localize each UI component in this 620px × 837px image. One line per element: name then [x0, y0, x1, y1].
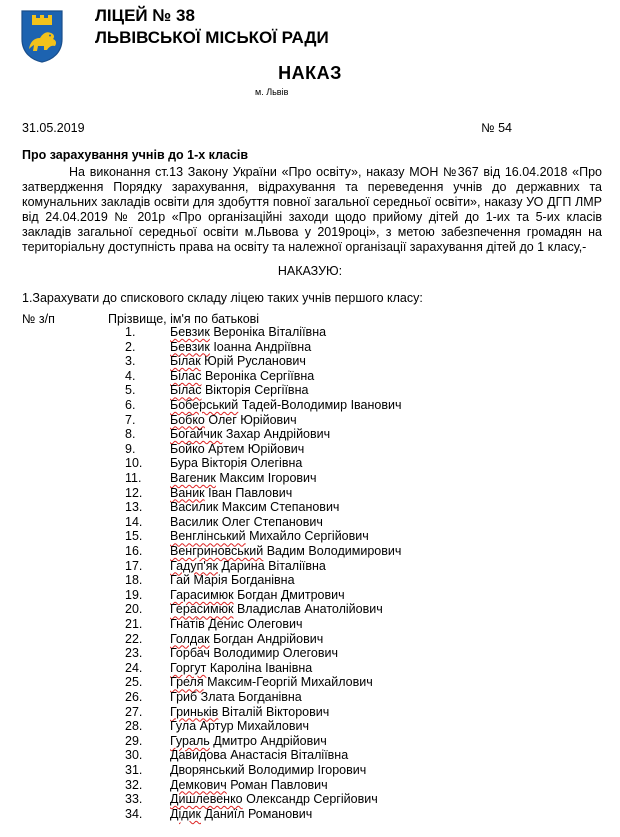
table-row — [0, 602, 620, 617]
student-name — [170, 471, 317, 485]
student-name — [170, 456, 302, 470]
student-surname: Демкович — [170, 777, 227, 792]
table-row — [0, 778, 620, 793]
table-row — [0, 515, 620, 530]
preamble-paragraph — [22, 165, 602, 255]
student-name — [170, 763, 366, 777]
table-row — [0, 588, 620, 603]
order-heading: НАКАЗУЮ: — [277, 264, 343, 278]
table-row — [0, 632, 620, 647]
student-surname: Гадуп'як — [170, 558, 218, 573]
table-row — [0, 500, 620, 515]
student-given-names: Юрій Русланович — [200, 354, 306, 369]
student-name — [170, 529, 369, 543]
student-number: 7. — [125, 412, 136, 427]
student-surname: Дишлевенко — [170, 792, 243, 807]
student-surname: Боберський — [170, 398, 239, 412]
student-name — [170, 427, 330, 441]
student-given-names: Богдан Андрійович — [209, 631, 324, 646]
preamble-line: територіальну доступність права на освіту та належної організації зарахування дітей до 1 класу,- — [22, 240, 587, 254]
table-row — [0, 398, 620, 413]
student-number: 15. — [125, 529, 143, 544]
student-given-names: Захар Андрійович — [222, 427, 331, 442]
student-name — [170, 573, 295, 587]
student-surname: Бура — [170, 456, 198, 471]
student-surname: Бевзик — [170, 325, 210, 339]
student-surname: Вагеник — [170, 471, 216, 485]
student-given-names: Вероніка Сергіївна — [201, 368, 315, 383]
student-name — [170, 500, 339, 514]
student-name — [170, 807, 312, 821]
organization-line-2: ЛЬВІВСЬКОЇ МІСЬКОЇ РАДИ — [95, 28, 329, 47]
student-surname: Дідик — [170, 806, 201, 821]
student-name — [170, 398, 402, 412]
table-row — [0, 675, 620, 690]
student-given-names: Вероніка Віталіївна — [209, 325, 327, 339]
student-given-names: Олег Юрійович — [204, 412, 297, 427]
student-name — [170, 748, 348, 762]
student-surname: Білас — [170, 368, 202, 383]
table-row — [0, 486, 620, 501]
table-row — [0, 690, 620, 705]
student-surname: Гнатів — [170, 617, 205, 631]
document-date: 31.05.2019 — [22, 121, 85, 135]
preamble-line: закладів загальної середньої освіти м.Львова у 2019році», з метою забезпечення громадян на — [22, 225, 602, 239]
student-given-names: Максим Степанович — [218, 500, 340, 515]
student-given-names: Кароліна Іванівна — [206, 660, 313, 675]
student-name — [170, 632, 323, 646]
student-given-names: Роман Павлович — [226, 777, 328, 792]
student-surname: Венгриновський — [170, 544, 264, 558]
student-given-names: Анастасія Віталіївна — [226, 748, 349, 763]
student-surname: Бобко — [170, 412, 205, 427]
student-surname: Білак — [170, 354, 201, 369]
column-header-name: Прізвище, ім'я по батькові — [108, 312, 260, 326]
student-surname: Василик — [170, 514, 219, 529]
table-row — [0, 340, 620, 355]
student-number: 11. — [125, 471, 142, 485]
student-surname: Бойко — [170, 441, 205, 456]
preamble-line: комунальних закладів освіти для здобуття повної загальної середньої освіти», наказу УО ДГП ЛМР — [22, 195, 602, 209]
table-row — [0, 661, 620, 676]
student-number: 32. — [125, 777, 143, 792]
student-surname: Гарасимюк — [170, 587, 234, 602]
preamble-line: На виконання ст.13 Закону України «Про освіту», наказу МОН №367 від 16.04.2018 «Про — [69, 165, 602, 179]
table-row — [0, 734, 620, 749]
student-surname: Бевзик — [170, 339, 210, 354]
student-surname: Греля — [170, 675, 204, 690]
student-number: 21. — [125, 617, 143, 631]
student-given-names: Олександр Сергійович — [242, 792, 378, 807]
student-surname: Венглінський — [170, 529, 246, 544]
student-name — [170, 383, 308, 397]
table-row — [0, 544, 620, 559]
table-row — [0, 325, 620, 340]
student-given-names: Іван Павлович — [204, 485, 293, 500]
student-surname: Гураль — [170, 733, 210, 748]
student-number: 14. — [125, 514, 143, 529]
order-clause: 1.Зарахувати до спискового складу ліцею таких учнів першого класу: — [22, 291, 423, 305]
preamble-line: від 24.04.2019 № 201р «Про організаційні заходи щодо прийому дітей до 1-их та 5-их класів — [22, 210, 602, 224]
student-number: 26. — [125, 690, 143, 704]
student-name — [170, 588, 345, 602]
student-name — [170, 442, 304, 456]
student-name — [170, 778, 328, 792]
student-number: 1. — [125, 325, 136, 339]
student-name — [170, 705, 329, 719]
student-number: 19. — [125, 587, 143, 602]
student-name — [170, 646, 338, 660]
student-number: 16. — [125, 544, 143, 558]
document-title: НАКАЗ — [278, 63, 342, 83]
student-given-names: Олег Степанович — [218, 514, 323, 529]
table-row — [0, 369, 620, 384]
student-given-names: Михайло Сергійович — [245, 529, 369, 544]
table-row — [0, 807, 620, 822]
table-row — [0, 383, 620, 398]
student-name — [170, 734, 327, 748]
column-header-number: № з/п — [22, 312, 55, 326]
student-given-names: Артур Михайлович — [196, 719, 310, 734]
table-row — [0, 413, 620, 428]
student-given-names: Іоанна Андріївна — [209, 339, 312, 354]
student-given-names: Даниїл Романович — [201, 806, 313, 821]
student-given-names: Богдан Дмитрович — [233, 587, 345, 602]
preamble-line: затвердження Порядку зарахування, відрахування та переведення учнів до державних та — [22, 180, 602, 194]
table-row — [0, 471, 620, 486]
student-given-names: Вікторія Сергіївна — [201, 383, 309, 398]
student-number: 28. — [125, 719, 143, 734]
table-row — [0, 763, 620, 778]
student-number: 30. — [125, 748, 143, 763]
table-row — [0, 792, 620, 807]
document-subject: Про зарахування учнів до 1-х класів — [22, 148, 249, 162]
student-given-names: Вікторія Олегівна — [197, 456, 303, 471]
student-name — [170, 325, 326, 339]
student-name — [170, 602, 383, 616]
student-number: 17. — [125, 558, 143, 573]
table-row — [0, 427, 620, 442]
student-number: 20. — [125, 602, 143, 617]
lviv-coat-of-arms-icon — [20, 9, 64, 63]
student-given-names: Артем Юрійович — [204, 441, 305, 456]
student-surname: Ваник — [170, 485, 205, 500]
student-number: 6. — [125, 398, 136, 412]
student-name — [170, 515, 323, 529]
student-number: 10. — [125, 456, 143, 471]
table-row — [0, 354, 620, 369]
student-given-names: Тадей-Володимир Іванович — [238, 398, 402, 412]
table-row — [0, 617, 620, 632]
table-row — [0, 573, 620, 588]
student-name — [170, 369, 314, 383]
student-name — [170, 544, 401, 558]
student-number: 33. — [125, 792, 143, 807]
table-row — [0, 559, 620, 574]
student-name — [170, 340, 311, 354]
student-given-names: Владислав Анатолійович — [233, 602, 383, 617]
student-surname: Гриб — [170, 690, 198, 704]
table-row — [0, 719, 620, 734]
table-row — [0, 442, 620, 457]
table-row — [0, 529, 620, 544]
student-given-names: Злата Богданівна — [197, 690, 302, 704]
table-row — [0, 705, 620, 720]
student-surname: Горбач — [170, 646, 210, 661]
student-surname: Голдак — [170, 631, 210, 646]
student-surname: Гула — [170, 719, 197, 734]
student-name — [170, 413, 297, 427]
student-number: 12. — [125, 485, 143, 500]
student-number: 8. — [125, 427, 136, 442]
student-given-names: Денис Олегович — [204, 617, 303, 631]
student-surname: Білас — [170, 383, 202, 398]
table-row — [0, 456, 620, 471]
student-number: 24. — [125, 660, 143, 675]
student-number: 18. — [125, 573, 143, 588]
student-surname: Богайчик — [170, 427, 223, 442]
student-number: 13. — [125, 500, 143, 515]
student-given-names: Дарина Віталіївна — [217, 558, 326, 573]
student-name — [170, 719, 309, 733]
student-number: 23. — [125, 646, 143, 661]
student-number: 2. — [125, 339, 136, 354]
student-surname: Герасимюк — [170, 602, 234, 617]
student-surname: Гай — [170, 573, 191, 588]
student-name — [170, 675, 373, 689]
student-surname: Давидова — [170, 748, 227, 763]
document-city: м. Львів — [255, 87, 289, 97]
student-number: 5. — [125, 383, 136, 398]
organization-name — [95, 5, 329, 49]
student-name — [170, 559, 326, 573]
student-given-names: Марія Богданівна — [190, 573, 295, 588]
student-number: 4. — [125, 368, 136, 383]
student-name — [170, 617, 303, 631]
student-given-names: Максим-Георгій Михайлович — [203, 675, 373, 690]
student-surname: Гриньків — [170, 704, 219, 719]
student-given-names: Дмитро Андрійович — [209, 733, 327, 748]
student-number: 34. — [125, 806, 143, 821]
student-number: 31. — [125, 763, 143, 777]
student-name — [170, 690, 302, 704]
student-name — [170, 354, 306, 368]
student-number: 27. — [125, 704, 143, 719]
student-number: 29. — [125, 733, 143, 748]
student-given-names: Вадим Володимирович — [263, 544, 402, 558]
student-given-names: Володимир Ігорович — [244, 763, 367, 777]
table-row — [0, 748, 620, 763]
student-surname: Дворянський — [170, 763, 245, 777]
student-name — [170, 486, 292, 500]
student-surname: Горгут — [170, 660, 207, 675]
student-given-names: Віталій Вікторович — [218, 704, 330, 719]
table-row — [0, 646, 620, 661]
document-number: № 54 — [481, 121, 512, 135]
student-number: 3. — [125, 354, 136, 369]
student-surname: Василик — [170, 500, 219, 515]
student-name — [170, 792, 378, 806]
student-number: 9. — [125, 441, 136, 456]
student-number: 25. — [125, 675, 143, 690]
student-given-names: Володимир Олегович — [209, 646, 338, 661]
student-given-names: Максим Ігорович — [215, 471, 317, 485]
student-name — [170, 661, 312, 675]
organization-line-1: ЛІЦЕЙ № 38 — [95, 6, 195, 25]
student-number: 22. — [125, 631, 143, 646]
